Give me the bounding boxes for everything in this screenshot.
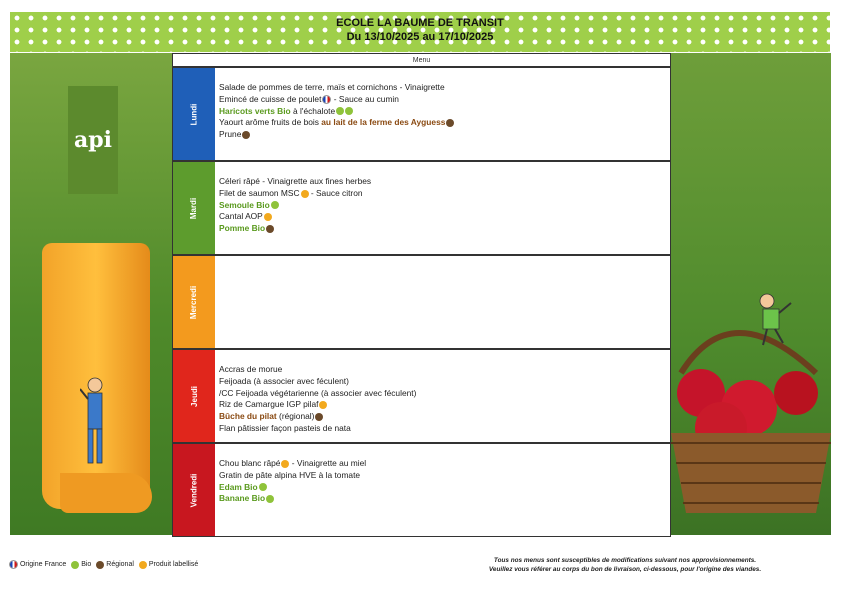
menu-item-suffix: (régional) [276,411,315,422]
title-block [310,16,530,44]
menu-item-text: Flan pâtissier façon pasteis de nata [219,422,351,433]
menu-item [219,458,666,470]
menu-item-suffix: - Sauce au cumin [331,93,399,104]
bio-icon [336,107,344,115]
day-menu-items [219,176,666,235]
menu-item [219,388,666,400]
produit-labellise-icon [319,401,327,409]
header-banner [10,12,830,52]
day-row-vendredi [172,443,671,537]
day-band [173,350,215,442]
menu-item [219,94,666,106]
menu-item [219,211,666,223]
legend-label: Bio [79,561,92,569]
regional-icon [446,119,454,127]
menu-item [219,200,666,212]
menu-item-text: Feijoada (à associer avec féculent) [219,375,349,386]
menu-item-highlight: au lait de la ferme des Ayguess [321,117,446,128]
school-title: ECOLE LA BAUME DE TRANSIT [336,17,504,29]
menu-item-text: Banane Bio [219,493,266,504]
day-menu-items [219,364,666,435]
child-figure-icon [80,375,110,471]
menu-item-suffix: - Sauce citron [308,187,363,198]
legend-item [138,561,198,568]
day-menu-items [219,82,666,141]
menu-item-text: Pomme Bio [219,223,266,234]
left-illustration [10,53,172,535]
day-band [173,68,215,160]
day-row-mardi [172,161,671,255]
menu-item-text: /CC Feijoada végétarienne (à associer avec féculent) [219,387,417,398]
origine-france-icon [9,560,18,569]
boot-foot-image [60,473,152,513]
bio-icon [345,107,353,115]
menu-item-text: Yaourt arôme fruits de bois [219,117,322,128]
menu-item-text: Emincé de cuisse de poulet [219,93,322,104]
menu-item [219,470,666,482]
day-label: Mercredi [189,285,199,319]
legend-item [95,561,134,568]
regional-icon [266,225,274,233]
menu-item-text: Salade de pommes de terre, maïs et cornichons - Vinaigrette [219,82,445,92]
legend-item [8,561,66,568]
menu-item [219,493,666,505]
menu-item-text: Filet de saumon MSC [219,187,300,198]
menu-item [219,129,666,141]
api-logo: api [68,86,118,194]
menu-item [219,106,666,118]
legend-label: Origine France [18,561,67,569]
menu-item [219,188,666,200]
menu-item [219,423,666,435]
day-label: Jeudi [189,385,199,407]
menu-item [219,223,666,235]
day-row-lundi [172,67,671,161]
right-illustration [671,53,831,535]
regional-icon [315,413,323,421]
day-band [173,444,215,536]
day-label: Mardi [189,197,199,219]
menu-item-text: Edam Bio [219,481,258,492]
menu-item [219,399,666,411]
menu-item [219,482,666,494]
menu-item [219,82,666,94]
menu-item [219,364,666,376]
menu-item-suffix: à l'échalote [290,105,336,116]
legend-label: Régional [104,561,134,569]
menu-item-text: Bûche du pilat [219,411,277,422]
menu-header: Menu [172,53,671,67]
menu-item-text: Céleri râpé - Vinaigrette aux fines herbes [219,176,372,186]
day-row-mercredi [172,255,671,349]
menu-item-text: Accras de morue [219,364,283,374]
day-row-jeudi [172,349,671,443]
day-band [173,256,215,348]
bio-icon [271,201,279,209]
disclaimer: Tous nos menus sont susceptibles de modifications suivant nos approvisionnements. Veuillez vous référer au corps du bon de livraison, ci-dessous, pour l'origine des viandes. [488,557,762,573]
legend-label: Produit labellisé [146,561,199,569]
bio-icon [259,483,267,491]
day-label: Lundi [189,103,199,125]
menu-item-suffix: - Vinaigrette au miel [289,458,367,468]
climbing-child-icon [753,291,793,347]
menu-item [219,176,666,188]
menu-item-text: Prune [219,129,242,140]
menu-item [219,117,666,129]
produit-labellise-icon [264,213,272,221]
menu-item-text: Cantal AOP [219,211,263,222]
apple-basket-image [671,313,831,513]
menu-table [172,53,671,535]
legend [8,560,202,569]
regional-icon [242,131,250,139]
date-range: Du 13/10/2025 au 17/10/2025 [346,31,494,43]
menu-item-text: Haricots verts Bio [219,105,291,116]
menu-item [219,411,666,423]
day-menu-items [219,458,666,505]
bio-icon [266,495,274,503]
legend-item [70,561,91,568]
menu-item-text: Gratin de pâte alpina HVE à la tomate [219,469,361,480]
day-label: Vendredi [189,473,199,507]
menu-item-text: Riz de Camargue IGP pilaf [219,399,319,410]
produit-labellise-icon [301,190,309,198]
menu-item-text: Chou blanc râpé [219,458,281,468]
menu-item [219,376,666,388]
produit-labellise-icon [139,561,147,569]
menu-item-text: Semoule Bio [219,199,270,210]
day-band [173,162,215,254]
